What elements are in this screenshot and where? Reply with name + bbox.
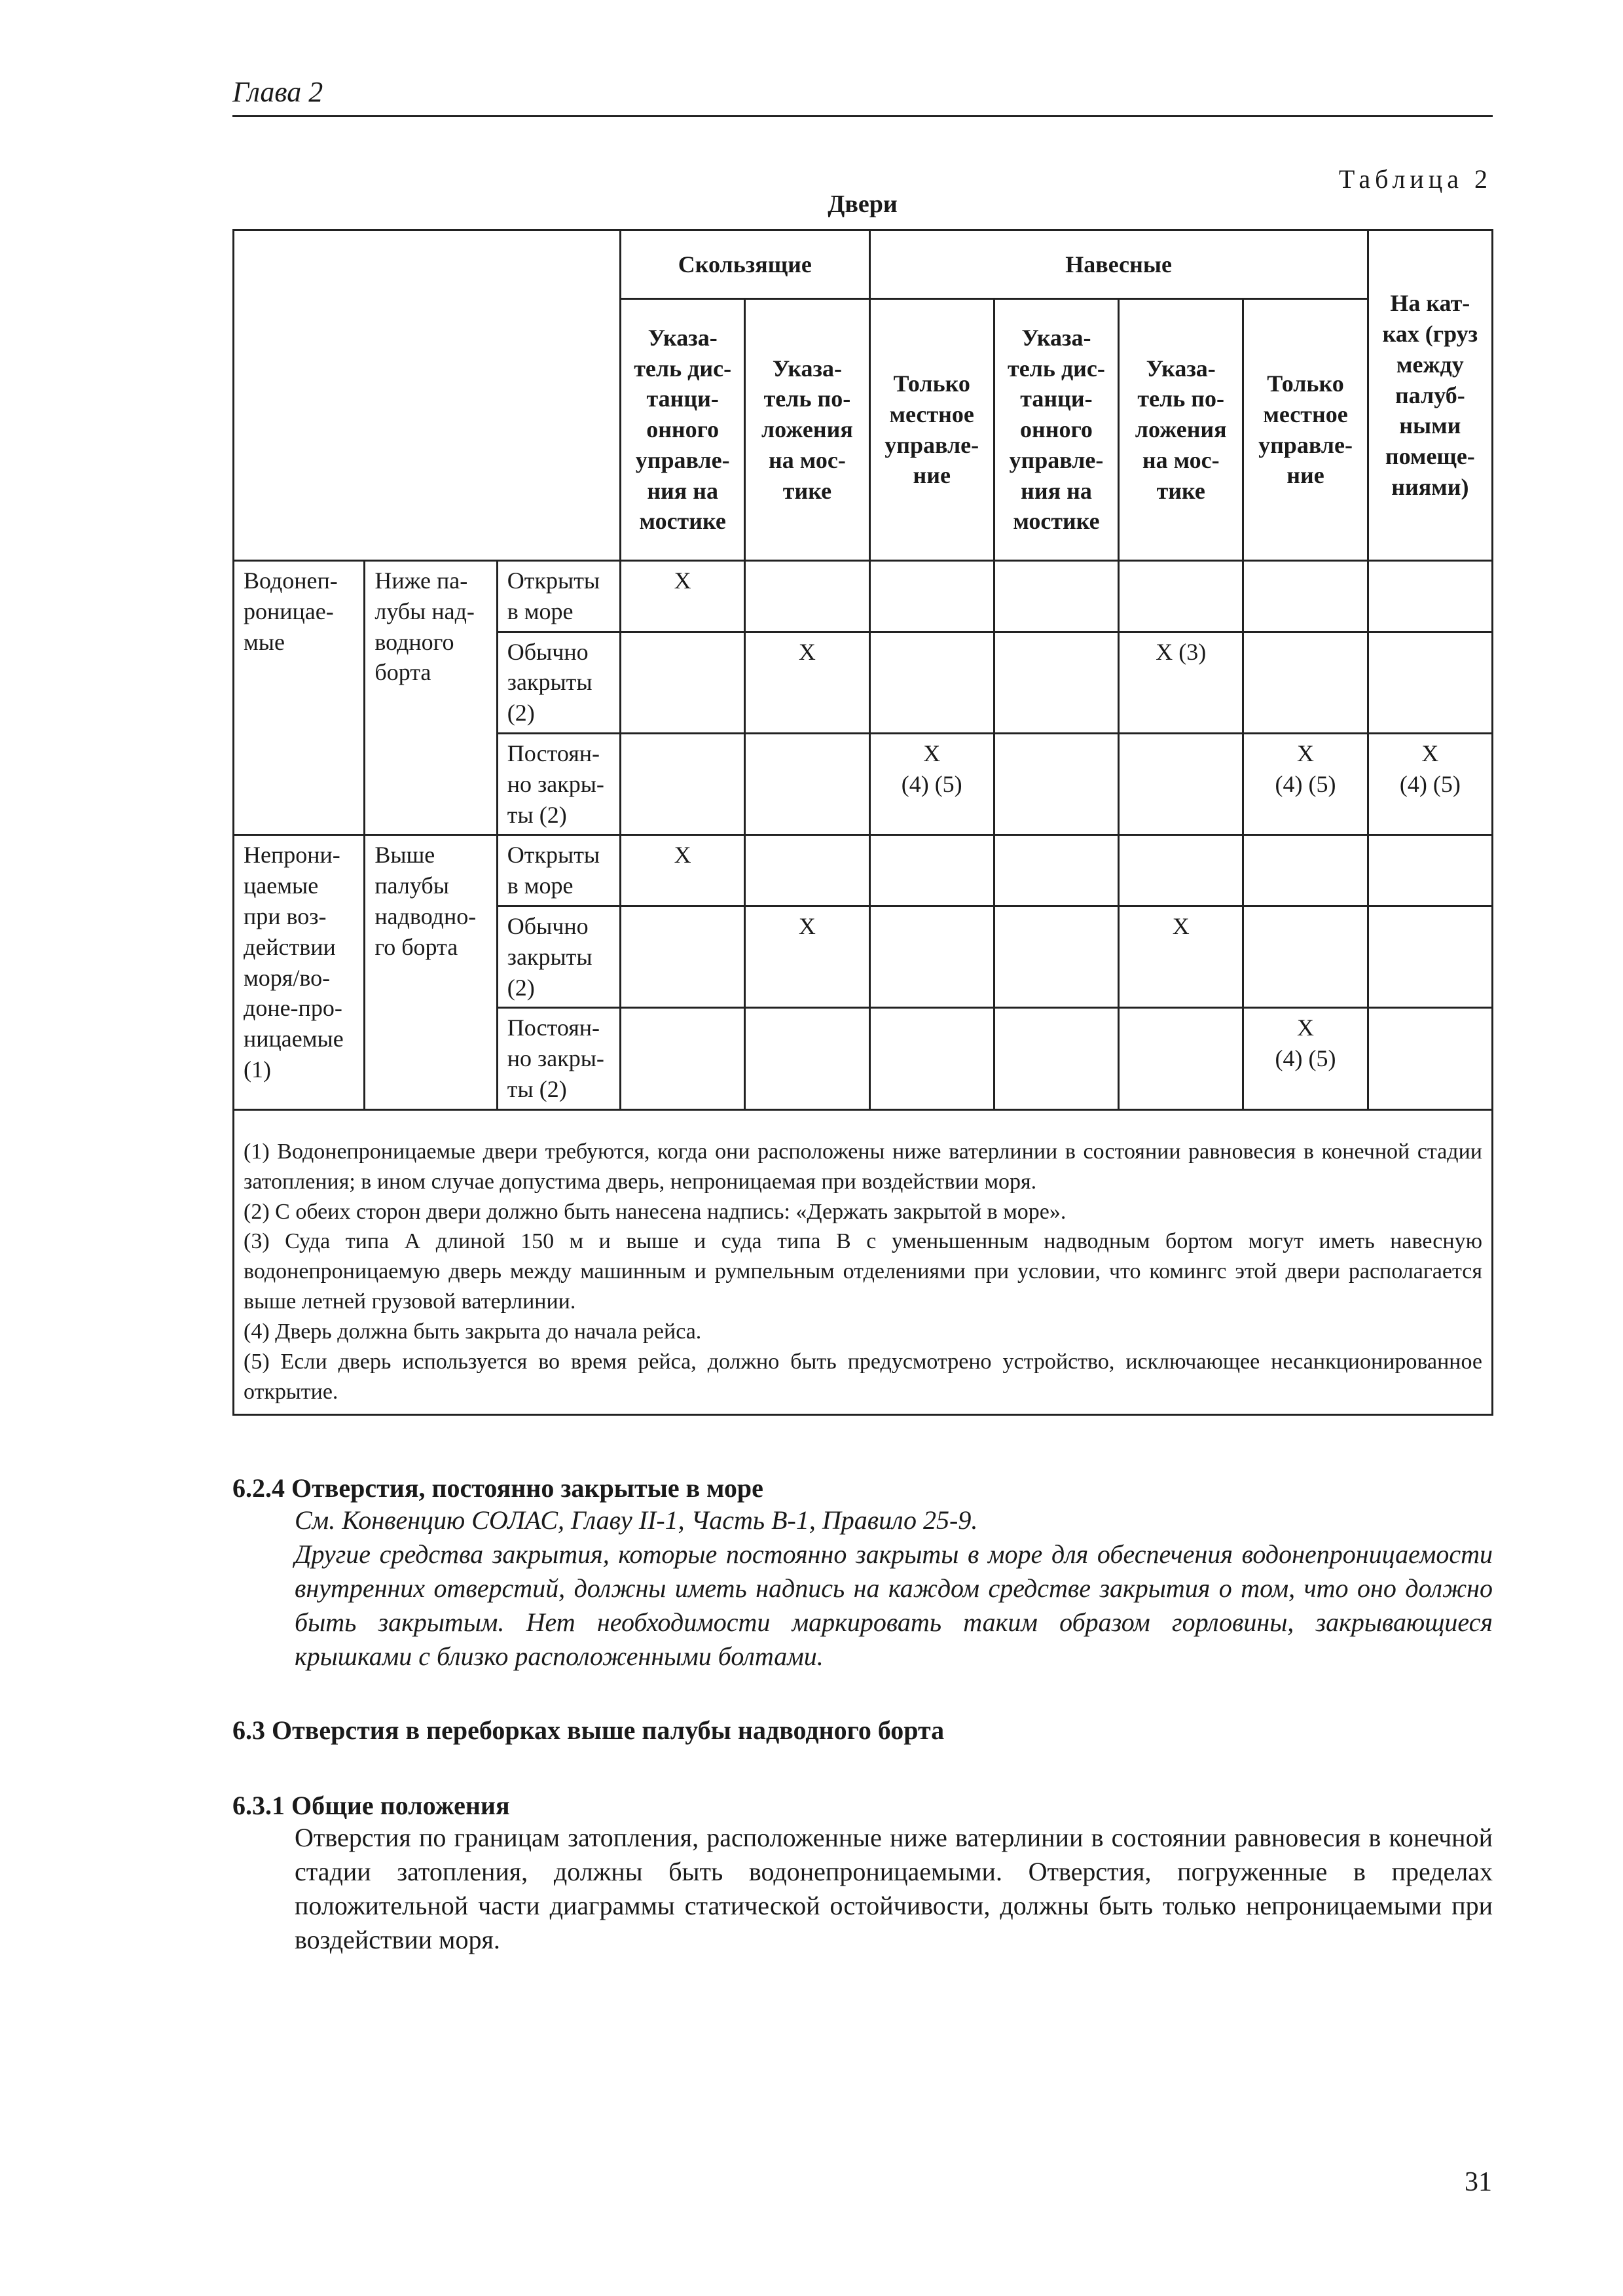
mark-cell bbox=[869, 835, 994, 906]
location-below-freeboard: Ниже па-лубы над-водного борта bbox=[365, 561, 497, 835]
reference-line: См. Конвенцию СОЛАС, Главу II-1, Часть В-1, Правило 25-9. bbox=[295, 1505, 978, 1535]
mark-cell bbox=[745, 733, 869, 834]
state-cell: Открыты в море bbox=[497, 835, 620, 906]
section-text: Отверстия по границам затопления, расположенные ниже ватерлинии в состоянии равновесия в конечной стадии затопления, должны быть водонепроницаемыми. Отверстия, погруженные в пределах положительной части диаграммы статической остойчивости, должны быть только непроницаемыми при воздействии моря. bbox=[295, 1823, 1493, 1954]
mark-cell bbox=[1119, 835, 1243, 906]
mark-cell bbox=[621, 733, 745, 834]
mark-cell bbox=[994, 1008, 1118, 1109]
mark-cell bbox=[1243, 561, 1368, 632]
mark-cell: X (4) (5) bbox=[1243, 733, 1368, 834]
mark-cell bbox=[994, 906, 1118, 1007]
note-3: (3) Суда типа А длиной 150 м и выше и суда типа В с уменьшенным надводным бортом могут иметь навесную водонепроницаемую дверь между машинным и румпельным отделениями при условии, что комингс этой двери располагается выше летней грузовой ватерлинии. bbox=[244, 1229, 1482, 1314]
section-6-3-1 bbox=[232, 1790, 1493, 1957]
category-watertight: Водонеп-роницае-мые bbox=[234, 561, 365, 835]
mark-cell bbox=[621, 632, 745, 733]
section-title: 6.2.4 Отверстия, постоянно закрытые в море bbox=[232, 1473, 763, 1503]
state-cell: Открыты в море bbox=[497, 561, 620, 632]
section-text: Другие средства закрытия, которые постоянно закрыты в море для обеспечения водонепроницаемости внутренних отверстий, должны иметь надпись на каждом средстве закрытия о том, что оно должно быть закрытым. Нет необходимости маркировать таким образом горловины, закрывающиеся крышками с близко расположенными болтами. bbox=[295, 1539, 1493, 1671]
state-cell: Постоян-но закры-ты (2) bbox=[497, 1008, 620, 1109]
mark-cell: X (4) (5) bbox=[869, 733, 994, 834]
mark-cell: X bbox=[621, 835, 745, 906]
mark-cell: X bbox=[621, 561, 745, 632]
mark-cell bbox=[745, 835, 869, 906]
mark-cell bbox=[1368, 632, 1492, 733]
col-hinged-local-a: Только местное управле-ние bbox=[869, 299, 994, 561]
state-cell: Обычно закрыты (2) bbox=[497, 632, 620, 733]
mark-cell bbox=[1119, 561, 1243, 632]
mark-cell bbox=[1368, 561, 1492, 632]
section-title: 6.3 Отверстия в переборках выше палубы надводного борта bbox=[232, 1715, 945, 1745]
section-6-2-4 bbox=[232, 1473, 1493, 1674]
mark-cell bbox=[745, 1008, 869, 1109]
mark-cell bbox=[1368, 1008, 1492, 1109]
mark-cell bbox=[1368, 835, 1492, 906]
col-rollers: На кат-ках (груз между палуб-ными помеще-ниями) bbox=[1368, 230, 1492, 561]
mark-cell bbox=[621, 906, 745, 1007]
category-weathertight: Непрони-цаемые при воз-действии моря/во-доне-про-ницаемые (1) bbox=[234, 835, 365, 1109]
header-blank bbox=[234, 230, 621, 561]
mark-cell bbox=[994, 733, 1118, 834]
mark-cell bbox=[869, 561, 994, 632]
mark-cell bbox=[745, 561, 869, 632]
mark-cell bbox=[869, 906, 994, 1007]
col-sliding-remote: Указа-тель дис-танци-онного управле-ния на мостике bbox=[621, 299, 745, 561]
chapter-header: Глава 2 bbox=[232, 76, 323, 108]
group-hinged: Навесные bbox=[869, 230, 1368, 299]
state-cell: Обычно закрыты (2) bbox=[497, 906, 620, 1007]
mark-cell bbox=[1119, 1008, 1243, 1109]
doors-table bbox=[232, 229, 1493, 1416]
note-4: (4) Дверь должна быть закрыта до начала рейса. bbox=[244, 1319, 702, 1344]
table-label: Таблица 2 bbox=[1338, 164, 1492, 194]
state-cell: Постоян-но закры-ты (2) bbox=[497, 733, 620, 834]
mark-cell: X (3) bbox=[1119, 632, 1243, 733]
col-hinged-remote: Указа-тель дис-танци-онного управле-ния на мостике bbox=[994, 299, 1118, 561]
note-2: (2) С обеих сторон двери должно быть нанесена надпись: «Держать закрытой в море». bbox=[244, 1199, 1067, 1224]
col-hinged-local-b: Только местное управле-ние bbox=[1243, 299, 1368, 561]
page-number: 31 bbox=[1465, 2167, 1492, 2197]
mark-cell bbox=[1119, 733, 1243, 834]
mark-cell: X bbox=[745, 632, 869, 733]
mark-cell bbox=[994, 835, 1118, 906]
mark-cell bbox=[1243, 906, 1368, 1007]
mark-cell: X bbox=[1119, 906, 1243, 1007]
note-5: (5) Если дверь используется во время рейса, должно быть предусмотрено устройство, исключающее несанкционированное открытие. bbox=[244, 1349, 1482, 1404]
location-above-freeboard: Выше палубы надводно-го борта bbox=[365, 835, 497, 1109]
table-title: Двери bbox=[828, 190, 898, 218]
mark-cell bbox=[1368, 906, 1492, 1007]
col-hinged-position: Указа-тель по-ложения на мос-тике bbox=[1119, 299, 1243, 561]
table-notes bbox=[234, 1109, 1493, 1414]
mark-cell bbox=[869, 632, 994, 733]
mark-cell bbox=[621, 1008, 745, 1109]
section-title: 6.3.1 Общие положения bbox=[232, 1791, 510, 1820]
note-1: (1) Водонепроницаемые двери требуются, когда они расположены ниже ватерлинии в состоянии равновесия в конечной стадии затопления; в ином случае допустима дверь, непроницаемая при воздействии моря. bbox=[244, 1139, 1482, 1194]
mark-cell bbox=[869, 1008, 994, 1109]
mark-cell: X (4) (5) bbox=[1368, 733, 1492, 834]
col-sliding-position: Указа-тель по-ложения на мос-тике bbox=[745, 299, 869, 561]
mark-cell: X (4) (5) bbox=[1243, 1008, 1368, 1109]
mark-cell bbox=[1243, 835, 1368, 906]
header-rule bbox=[232, 115, 1493, 117]
mark-cell bbox=[994, 632, 1118, 733]
mark-cell bbox=[994, 561, 1118, 632]
mark-cell bbox=[1243, 632, 1368, 733]
mark-cell: X bbox=[745, 906, 869, 1007]
section-6-3 bbox=[232, 1715, 1493, 1746]
group-sliding: Скользящие bbox=[621, 230, 870, 299]
